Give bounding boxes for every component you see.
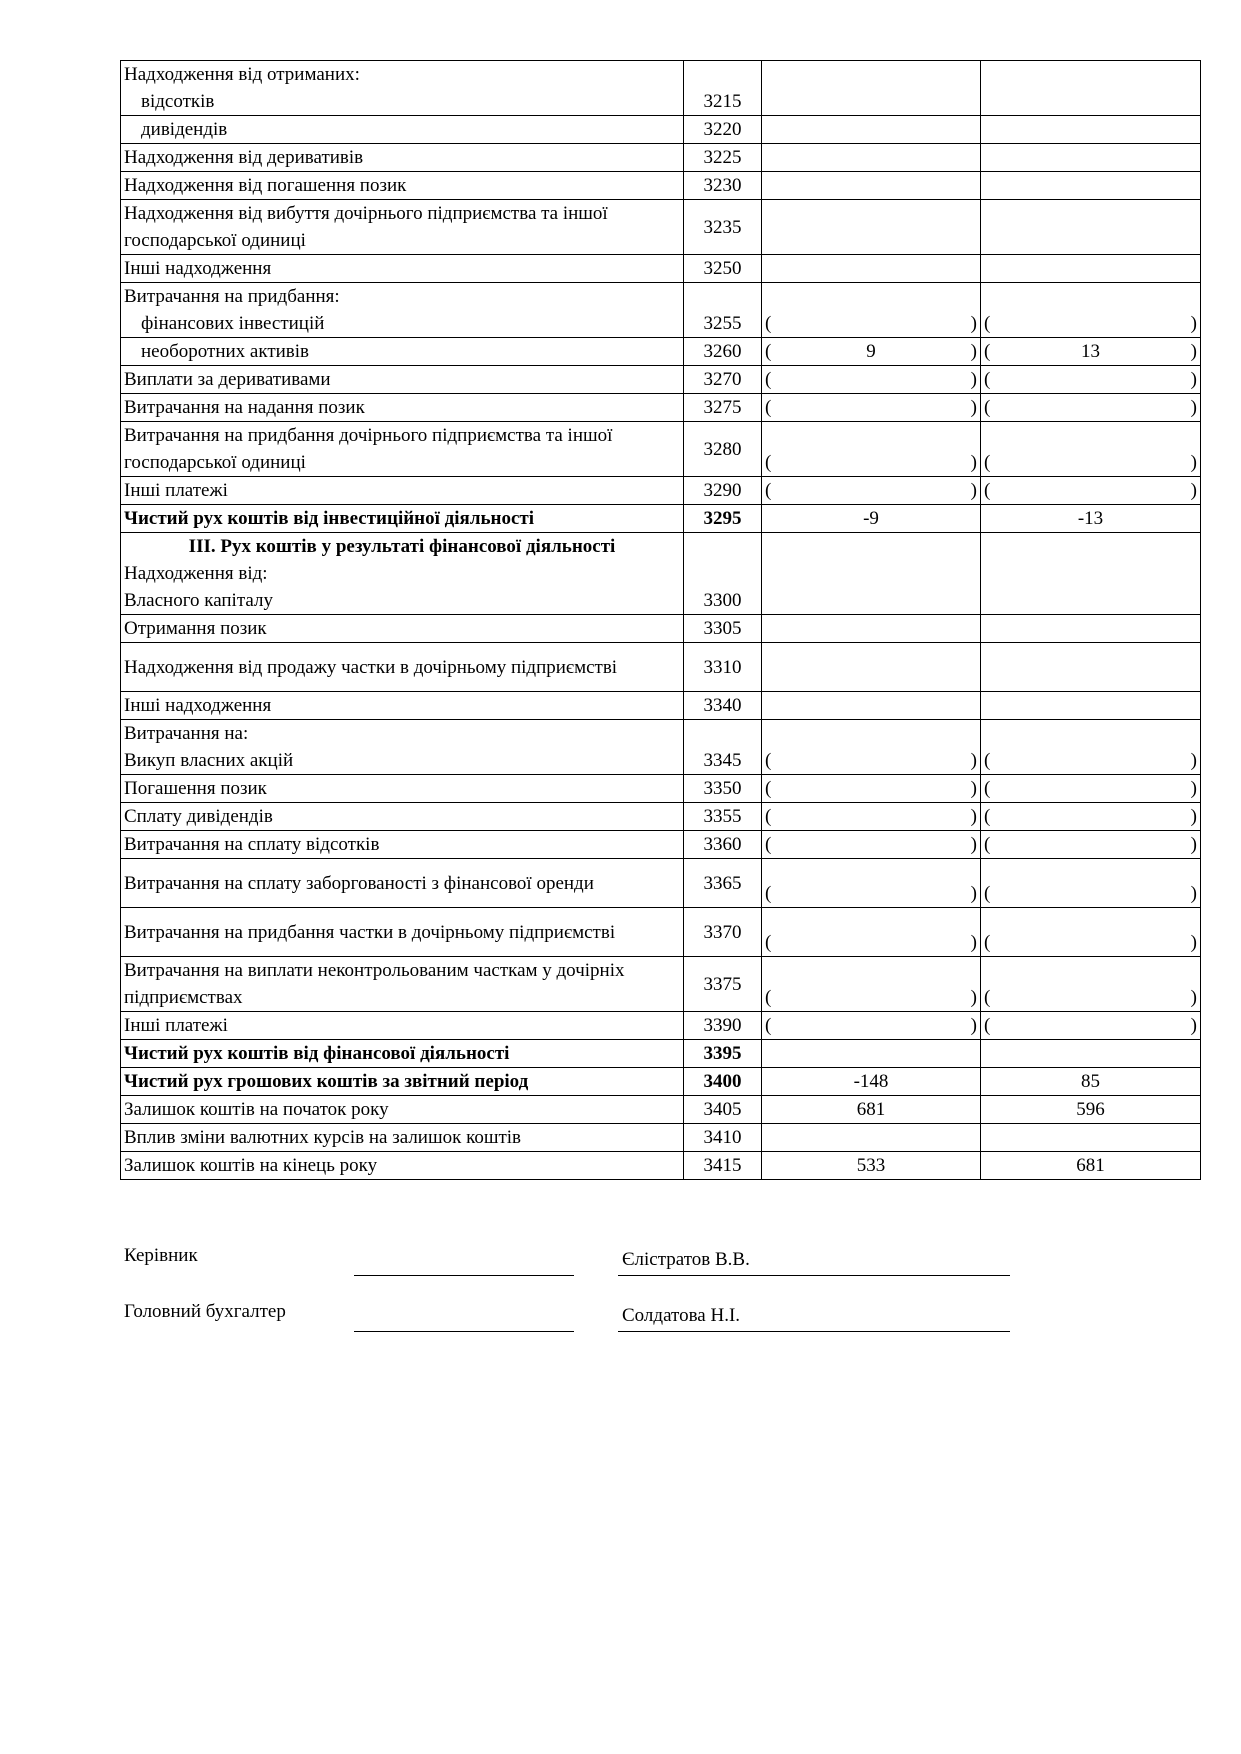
row-name: Отримання позик xyxy=(124,618,267,639)
open-paren: ( xyxy=(765,987,772,1008)
row-value: 681 xyxy=(1076,1155,1105,1176)
row-value: -148 xyxy=(853,1071,889,1092)
current-period-cell xyxy=(762,831,981,859)
director-label: Керівник xyxy=(124,1245,198,1266)
current-period-cell xyxy=(762,366,981,394)
table-row xyxy=(121,957,1201,1012)
open-paren: ( xyxy=(765,369,772,390)
open-paren: ( xyxy=(765,397,772,418)
open-paren: ( xyxy=(984,1015,991,1036)
close-paren: ) xyxy=(1190,750,1197,771)
previous-period-cell xyxy=(981,477,1201,505)
row-name-line: Витрачання на виплати неконтрольованим часткам у дочірніх xyxy=(124,960,625,981)
row-code: 3290 xyxy=(684,477,762,505)
previous-period-cell xyxy=(981,283,1201,338)
close-paren: ) xyxy=(970,452,977,473)
previous-period-cell xyxy=(981,200,1201,255)
open-paren: ( xyxy=(765,313,772,334)
row-name-line: Власного капіталу xyxy=(124,590,273,611)
row-name-cell xyxy=(121,775,684,803)
current-period-cell xyxy=(762,859,981,908)
current-period-cell xyxy=(762,908,981,957)
row-name-cell xyxy=(121,803,684,831)
row-name: Сплату дивідендів xyxy=(124,806,273,827)
current-period-cell xyxy=(762,720,981,775)
table-row xyxy=(121,859,1201,908)
current-period-cell xyxy=(762,615,981,643)
close-paren: ) xyxy=(1190,806,1197,827)
current-period-cell xyxy=(762,1124,981,1152)
current-period-cell xyxy=(762,255,981,283)
table-row xyxy=(121,505,1201,533)
row-name-cell xyxy=(121,908,684,957)
row-code: 3255 xyxy=(684,283,762,338)
row-code: 3345 xyxy=(684,720,762,775)
row-name: Витрачання на надання позик xyxy=(124,397,365,418)
row-code: 3220 xyxy=(684,116,762,144)
row-name: Витрачання на сплату заборгованості з фінансової оренди xyxy=(124,872,594,894)
close-paren: ) xyxy=(970,341,977,362)
table-row xyxy=(121,643,1201,692)
previous-period-cell xyxy=(981,1040,1201,1068)
close-paren: ) xyxy=(970,313,977,334)
row-code: 3235 xyxy=(684,200,762,255)
row-name: Виплати за деривативами xyxy=(124,369,331,390)
row-value: 533 xyxy=(856,1155,886,1176)
open-paren: ( xyxy=(765,1015,772,1036)
row-name-cell xyxy=(121,957,684,1012)
director-signature-line xyxy=(354,1275,574,1276)
row-name-line: фінансових інвестицій xyxy=(141,313,325,334)
previous-period-cell xyxy=(981,338,1201,366)
previous-period-cell xyxy=(981,643,1201,692)
row-code: 3230 xyxy=(684,172,762,200)
row-name-cell xyxy=(121,144,684,172)
row-value: 85 xyxy=(1081,1071,1100,1092)
row-name: Інші надходження xyxy=(124,258,272,279)
row-name-cell xyxy=(121,200,684,255)
current-period-cell xyxy=(762,394,981,422)
table-row xyxy=(121,422,1201,477)
row-name-cell xyxy=(121,477,684,505)
open-paren: ( xyxy=(984,834,991,855)
row-code: 3225 xyxy=(684,144,762,172)
row-name-cell xyxy=(121,338,684,366)
table-row xyxy=(121,61,1201,116)
row-name-cell xyxy=(121,1040,684,1068)
row-name-line: Надходження від отриманих: xyxy=(124,64,360,85)
row-code: 3215 xyxy=(684,61,762,116)
current-period-cell xyxy=(762,533,981,615)
previous-period-cell xyxy=(981,859,1201,908)
previous-period-cell xyxy=(981,775,1201,803)
close-paren: ) xyxy=(1190,778,1197,799)
open-paren: ( xyxy=(765,452,772,473)
close-paren: ) xyxy=(1190,397,1197,418)
row-name-cell xyxy=(121,1096,684,1124)
row-name: Витрачання на сплату відсотків xyxy=(124,834,380,855)
current-period-cell xyxy=(762,283,981,338)
row-name-cell xyxy=(121,1068,684,1096)
row-name-cell xyxy=(121,366,684,394)
row-name-line: відсотків xyxy=(141,91,215,112)
row-name: дивідендів xyxy=(141,119,228,140)
open-paren: ( xyxy=(765,750,772,771)
close-paren: ) xyxy=(970,750,977,771)
current-period-cell xyxy=(762,643,981,692)
close-paren: ) xyxy=(1190,480,1197,501)
open-paren: ( xyxy=(765,883,772,904)
row-name-cell xyxy=(121,283,684,338)
previous-period-cell xyxy=(981,831,1201,859)
row-name-cell xyxy=(121,1152,684,1180)
previous-period-cell xyxy=(981,505,1201,533)
cash-flow-table-body xyxy=(121,61,1201,1180)
close-paren: ) xyxy=(970,1015,977,1036)
current-period-cell xyxy=(762,61,981,116)
current-period-cell xyxy=(762,692,981,720)
open-paren: ( xyxy=(765,480,772,501)
previous-period-cell xyxy=(981,61,1201,116)
row-name-line: Витрачання на придбання дочірнього підприємства та іншої xyxy=(124,425,613,446)
table-row xyxy=(121,1012,1201,1040)
previous-period-cell xyxy=(981,422,1201,477)
close-paren: ) xyxy=(970,369,977,390)
row-value: 13 xyxy=(1081,341,1100,362)
row-name-cell xyxy=(121,859,684,908)
row-value: -13 xyxy=(1077,508,1104,529)
current-period-cell xyxy=(762,144,981,172)
table-row xyxy=(121,283,1201,338)
table-row xyxy=(121,533,1201,615)
row-name: Залишок коштів на кінець року xyxy=(124,1155,378,1176)
close-paren: ) xyxy=(1190,883,1197,904)
row-code: 3280 xyxy=(684,422,762,477)
table-row xyxy=(121,477,1201,505)
current-period-cell xyxy=(762,1040,981,1068)
row-code: 3400 xyxy=(684,1068,762,1096)
row-name-cell xyxy=(121,831,684,859)
previous-period-cell xyxy=(981,533,1201,615)
row-name: Надходження від погашення позик xyxy=(124,175,407,196)
row-code: 3375 xyxy=(684,957,762,1012)
row-name: Витрачання на придбання частки в дочірньому підприємстві xyxy=(124,921,616,943)
open-paren: ( xyxy=(984,313,991,334)
accountant-name-line xyxy=(618,1331,1010,1332)
current-period-cell xyxy=(762,1096,981,1124)
close-paren: ) xyxy=(970,480,977,501)
row-name-cell xyxy=(121,394,684,422)
current-period-cell xyxy=(762,1012,981,1040)
row-name-cell xyxy=(121,61,684,116)
close-paren: ) xyxy=(1190,452,1197,473)
close-paren: ) xyxy=(1190,987,1197,1008)
open-paren: ( xyxy=(765,341,772,362)
row-name: Інші надходження xyxy=(124,695,272,716)
open-paren: ( xyxy=(984,932,991,953)
close-paren: ) xyxy=(970,987,977,1008)
row-code: 3310 xyxy=(684,643,762,692)
table-row xyxy=(121,1040,1201,1068)
current-period-cell xyxy=(762,338,981,366)
previous-period-cell xyxy=(981,172,1201,200)
previous-period-cell xyxy=(981,394,1201,422)
close-paren: ) xyxy=(970,834,977,855)
row-code: 3405 xyxy=(684,1096,762,1124)
close-paren: ) xyxy=(970,397,977,418)
previous-period-cell xyxy=(981,1068,1201,1096)
row-code: 3305 xyxy=(684,615,762,643)
row-value: 9 xyxy=(866,341,876,362)
row-name: Надходження від деривативів xyxy=(124,147,364,168)
row-code: 3350 xyxy=(684,775,762,803)
previous-period-cell xyxy=(981,803,1201,831)
previous-period-cell xyxy=(981,908,1201,957)
current-period-cell xyxy=(762,172,981,200)
row-name: Залишок коштів на початок року xyxy=(124,1099,389,1120)
open-paren: ( xyxy=(984,806,991,827)
open-paren: ( xyxy=(984,369,991,390)
director-name-line xyxy=(618,1275,1010,1276)
row-code: 3355 xyxy=(684,803,762,831)
previous-period-cell xyxy=(981,1012,1201,1040)
open-paren: ( xyxy=(984,778,991,799)
table-row xyxy=(121,1152,1201,1180)
current-period-cell xyxy=(762,505,981,533)
table-row xyxy=(121,1124,1201,1152)
row-code: 3340 xyxy=(684,692,762,720)
previous-period-cell xyxy=(981,116,1201,144)
row-code: 3300 xyxy=(684,533,762,615)
previous-period-cell xyxy=(981,692,1201,720)
previous-period-cell xyxy=(981,720,1201,775)
previous-period-cell xyxy=(981,957,1201,1012)
accountant-label: Головний бухгалтер xyxy=(124,1301,286,1322)
close-paren: ) xyxy=(970,932,977,953)
open-paren: ( xyxy=(765,778,772,799)
row-name: Чистий рух коштів від фінансової діяльності xyxy=(124,1043,510,1064)
row-name-cell xyxy=(121,255,684,283)
row-code: 3360 xyxy=(684,831,762,859)
previous-period-cell xyxy=(981,144,1201,172)
current-period-cell xyxy=(762,775,981,803)
close-paren: ) xyxy=(1190,341,1197,362)
row-name-line: підприємствах xyxy=(124,987,243,1008)
row-name-line: ІІІ. Рух коштів у результаті фінансової діяльності xyxy=(188,536,616,557)
row-name: Чистий рух коштів від інвестиційної діяльності xyxy=(124,508,535,529)
current-period-cell xyxy=(762,803,981,831)
row-code: 3250 xyxy=(684,255,762,283)
current-period-cell xyxy=(762,957,981,1012)
row-name-cell xyxy=(121,720,684,775)
table-row xyxy=(121,908,1201,957)
close-paren: ) xyxy=(970,883,977,904)
current-period-cell xyxy=(762,1152,981,1180)
open-paren: ( xyxy=(765,834,772,855)
table-row xyxy=(121,200,1201,255)
table-row xyxy=(121,255,1201,283)
table-row xyxy=(121,775,1201,803)
row-code: 3260 xyxy=(684,338,762,366)
current-period-cell xyxy=(762,422,981,477)
open-paren: ( xyxy=(765,806,772,827)
table-row xyxy=(121,831,1201,859)
row-name-cell xyxy=(121,505,684,533)
previous-period-cell xyxy=(981,255,1201,283)
row-code: 3410 xyxy=(684,1124,762,1152)
open-paren: ( xyxy=(984,397,991,418)
table-row xyxy=(121,720,1201,775)
current-period-cell xyxy=(762,116,981,144)
table-row xyxy=(121,692,1201,720)
cash-flow-table xyxy=(120,60,1201,1180)
accountant-signature-line xyxy=(354,1331,574,1332)
row-name: Чистий рух грошових коштів за звітний період xyxy=(124,1071,529,1092)
close-paren: ) xyxy=(1190,313,1197,334)
row-name-cell xyxy=(121,615,684,643)
table-row xyxy=(121,615,1201,643)
table-row xyxy=(121,144,1201,172)
current-period-cell xyxy=(762,200,981,255)
close-paren: ) xyxy=(1190,834,1197,855)
table-row xyxy=(121,394,1201,422)
open-paren: ( xyxy=(765,932,772,953)
row-name-cell xyxy=(121,1012,684,1040)
row-value: 681 xyxy=(856,1099,886,1120)
row-name-line: Надходження від: xyxy=(124,563,268,584)
close-paren: ) xyxy=(1190,369,1197,390)
row-name-line: господарської одиниці xyxy=(124,452,306,473)
table-row xyxy=(121,803,1201,831)
row-name-line: господарської одиниці xyxy=(124,230,306,251)
row-name-line: Витрачання на придбання: xyxy=(124,286,340,307)
row-name: Вплив зміни валютних курсів на залишок коштів xyxy=(124,1127,522,1148)
row-name-cell xyxy=(121,172,684,200)
open-paren: ( xyxy=(984,750,991,771)
open-paren: ( xyxy=(984,883,991,904)
row-name-line: Витрачання на: xyxy=(124,723,249,744)
close-paren: ) xyxy=(970,806,977,827)
row-name-line: Надходження від вибуття дочірнього підприємства та іншої xyxy=(124,203,608,224)
table-row xyxy=(121,116,1201,144)
row-code: 3270 xyxy=(684,366,762,394)
close-paren: ) xyxy=(970,778,977,799)
current-period-cell xyxy=(762,1068,981,1096)
open-paren: ( xyxy=(984,452,991,473)
previous-period-cell xyxy=(981,1152,1201,1180)
row-name: Інші платежі xyxy=(124,480,228,501)
table-row xyxy=(121,338,1201,366)
row-code: 3365 xyxy=(684,859,762,908)
row-code: 3390 xyxy=(684,1012,762,1040)
table-row xyxy=(121,1068,1201,1096)
row-name-cell xyxy=(121,533,684,615)
row-name-cell xyxy=(121,422,684,477)
row-name-line: Викуп власних акцій xyxy=(124,750,294,771)
previous-period-cell xyxy=(981,1096,1201,1124)
row-name-cell xyxy=(121,116,684,144)
row-name-cell xyxy=(121,643,684,692)
row-value: 596 xyxy=(1076,1099,1105,1120)
row-name-cell xyxy=(121,692,684,720)
previous-period-cell xyxy=(981,1124,1201,1152)
row-value: -9 xyxy=(863,508,879,529)
current-period-cell xyxy=(762,477,981,505)
table-row xyxy=(121,366,1201,394)
row-name: Надходження від продажу частки в дочірньому підприємстві xyxy=(124,656,618,678)
row-name: необоротних активів xyxy=(141,341,310,362)
open-paren: ( xyxy=(984,341,991,362)
director-name: Єлістратов В.В. xyxy=(622,1249,750,1270)
accountant-name: Солдатова Н.І. xyxy=(622,1305,741,1326)
open-paren: ( xyxy=(984,480,991,501)
table-row xyxy=(121,1096,1201,1124)
row-name-cell xyxy=(121,1124,684,1152)
previous-period-cell xyxy=(981,366,1201,394)
row-name: Інші платежі xyxy=(124,1015,228,1036)
row-code: 3395 xyxy=(684,1040,762,1068)
table-row xyxy=(121,172,1201,200)
row-name: Погашення позик xyxy=(124,778,267,799)
close-paren: ) xyxy=(1190,932,1197,953)
row-code: 3370 xyxy=(684,908,762,957)
row-code: 3275 xyxy=(684,394,762,422)
previous-period-cell xyxy=(981,615,1201,643)
row-code: 3295 xyxy=(684,505,762,533)
open-paren: ( xyxy=(984,987,991,1008)
close-paren: ) xyxy=(1190,1015,1197,1036)
row-code: 3415 xyxy=(684,1152,762,1180)
